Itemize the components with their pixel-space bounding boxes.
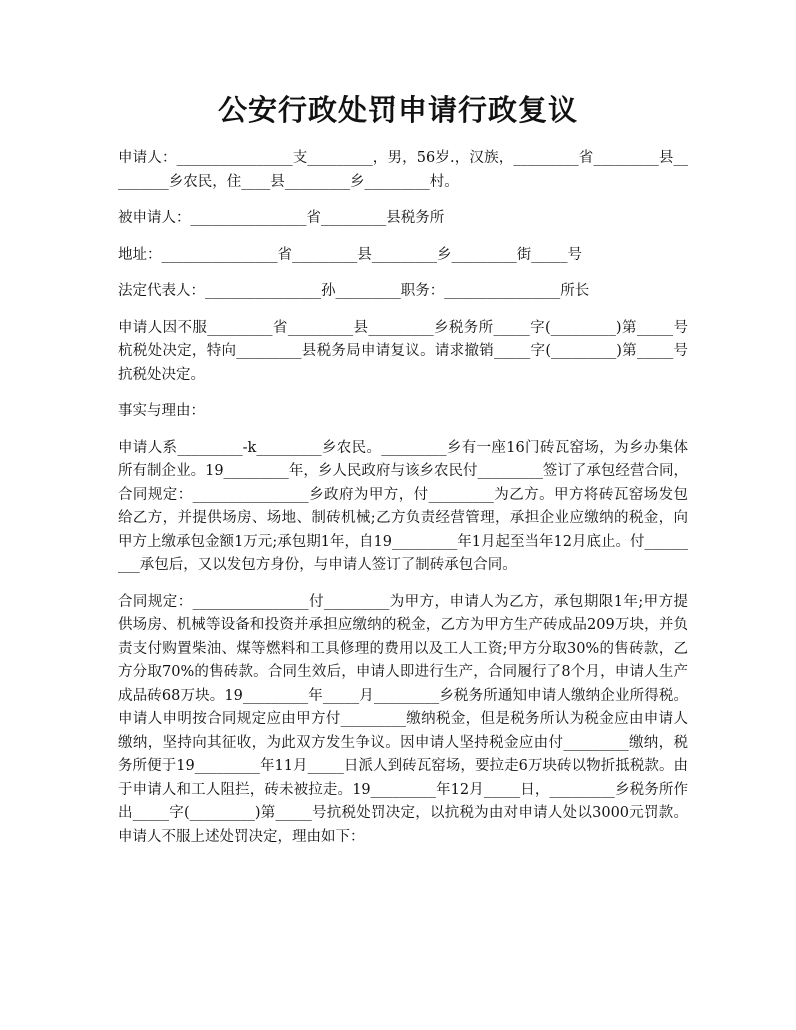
document-body [118,147,688,862]
respondent-paragraph: 被申请人：________________省_________县税务所 [118,210,445,226]
applicant-paragraph: 申请人：________________支_________，男，56岁.，汉族，_________省_________县_________乡农民，住____县_________乡_________村。 [118,150,688,190]
request-paragraph: 申请人因不服_________省_________县_________乡税务所_____字(_________)第_____号杭税处决定，特向_________县税务局申请复议。请求撤销_____字(_________)第_____号抗税处决定。 [118,319,688,383]
legal-representative-paragraph: 法定代表人：________________孙_________职务：________________所长 [118,283,590,299]
facts-heading: 事实与理由： [118,403,205,419]
facts-paragraph-2: 合同规定：________________付_________为甲方，申请人为乙方，承包期限1年;甲方提供场房、机械等设备和投资并承担应缴纳的税金，乙方为甲方生产砖成品209万块，并负责支付购置柴油、煤等燃料和工具修理的费用以及工人工资;甲方分取30%的售砖款，乙方分取70%的售砖款。合同生效后，申请人即进行生产，合同履行了8个月，申请人生产成品砖68万块。19_________年_____月_________乡税务所通知申请人缴纳企业所得税。申请人申明按合同规定应由甲方付_________缴纳税金，但是税务所认为税金应由申请人缴纳，坚持向其征收，为此双方发生争议。因申请人坚持税金应由付_________缴纳，税务所便于19_________年11月_____日派人到砖瓦窑场，要拉走6万块砖以物折抵税款。由于申请人和工人阻拦，砖未被拉走。19_________年12月_____日，_________乡税务所作出_____字(_________)第_____号抗税处罚决定，以抗税为由对申请人处以3000元罚款。申请人不服上述处罚决定，理由如下： [118,593,688,845]
facts-paragraph-1: 申请人系_________-k_________乡农民。_________乡有一座16门砖瓦窑场，为乡办集体所有制企业。19_________年，乡人民政府与该乡农民付_________签订了承包经营合同，合同规定：________________乡政府为甲方，付_________为乙方。甲方将砖瓦窑场发包给乙方，并提供场房、场地、制砖机械;乙方负责经营管理，承担企业应缴纳的税金，向甲方上缴承包金额1万元;承包期1年，自19_________年1月起至当年12月底止。付_________承包后，又以发包方身份，与申请人签订了制砖承包合同。 [118,439,688,573]
address-paragraph: 地址：________________省_________县_________乡_________街_____号 [118,246,582,263]
document-title: 公安行政处罚申请行政复议 [217,93,578,127]
